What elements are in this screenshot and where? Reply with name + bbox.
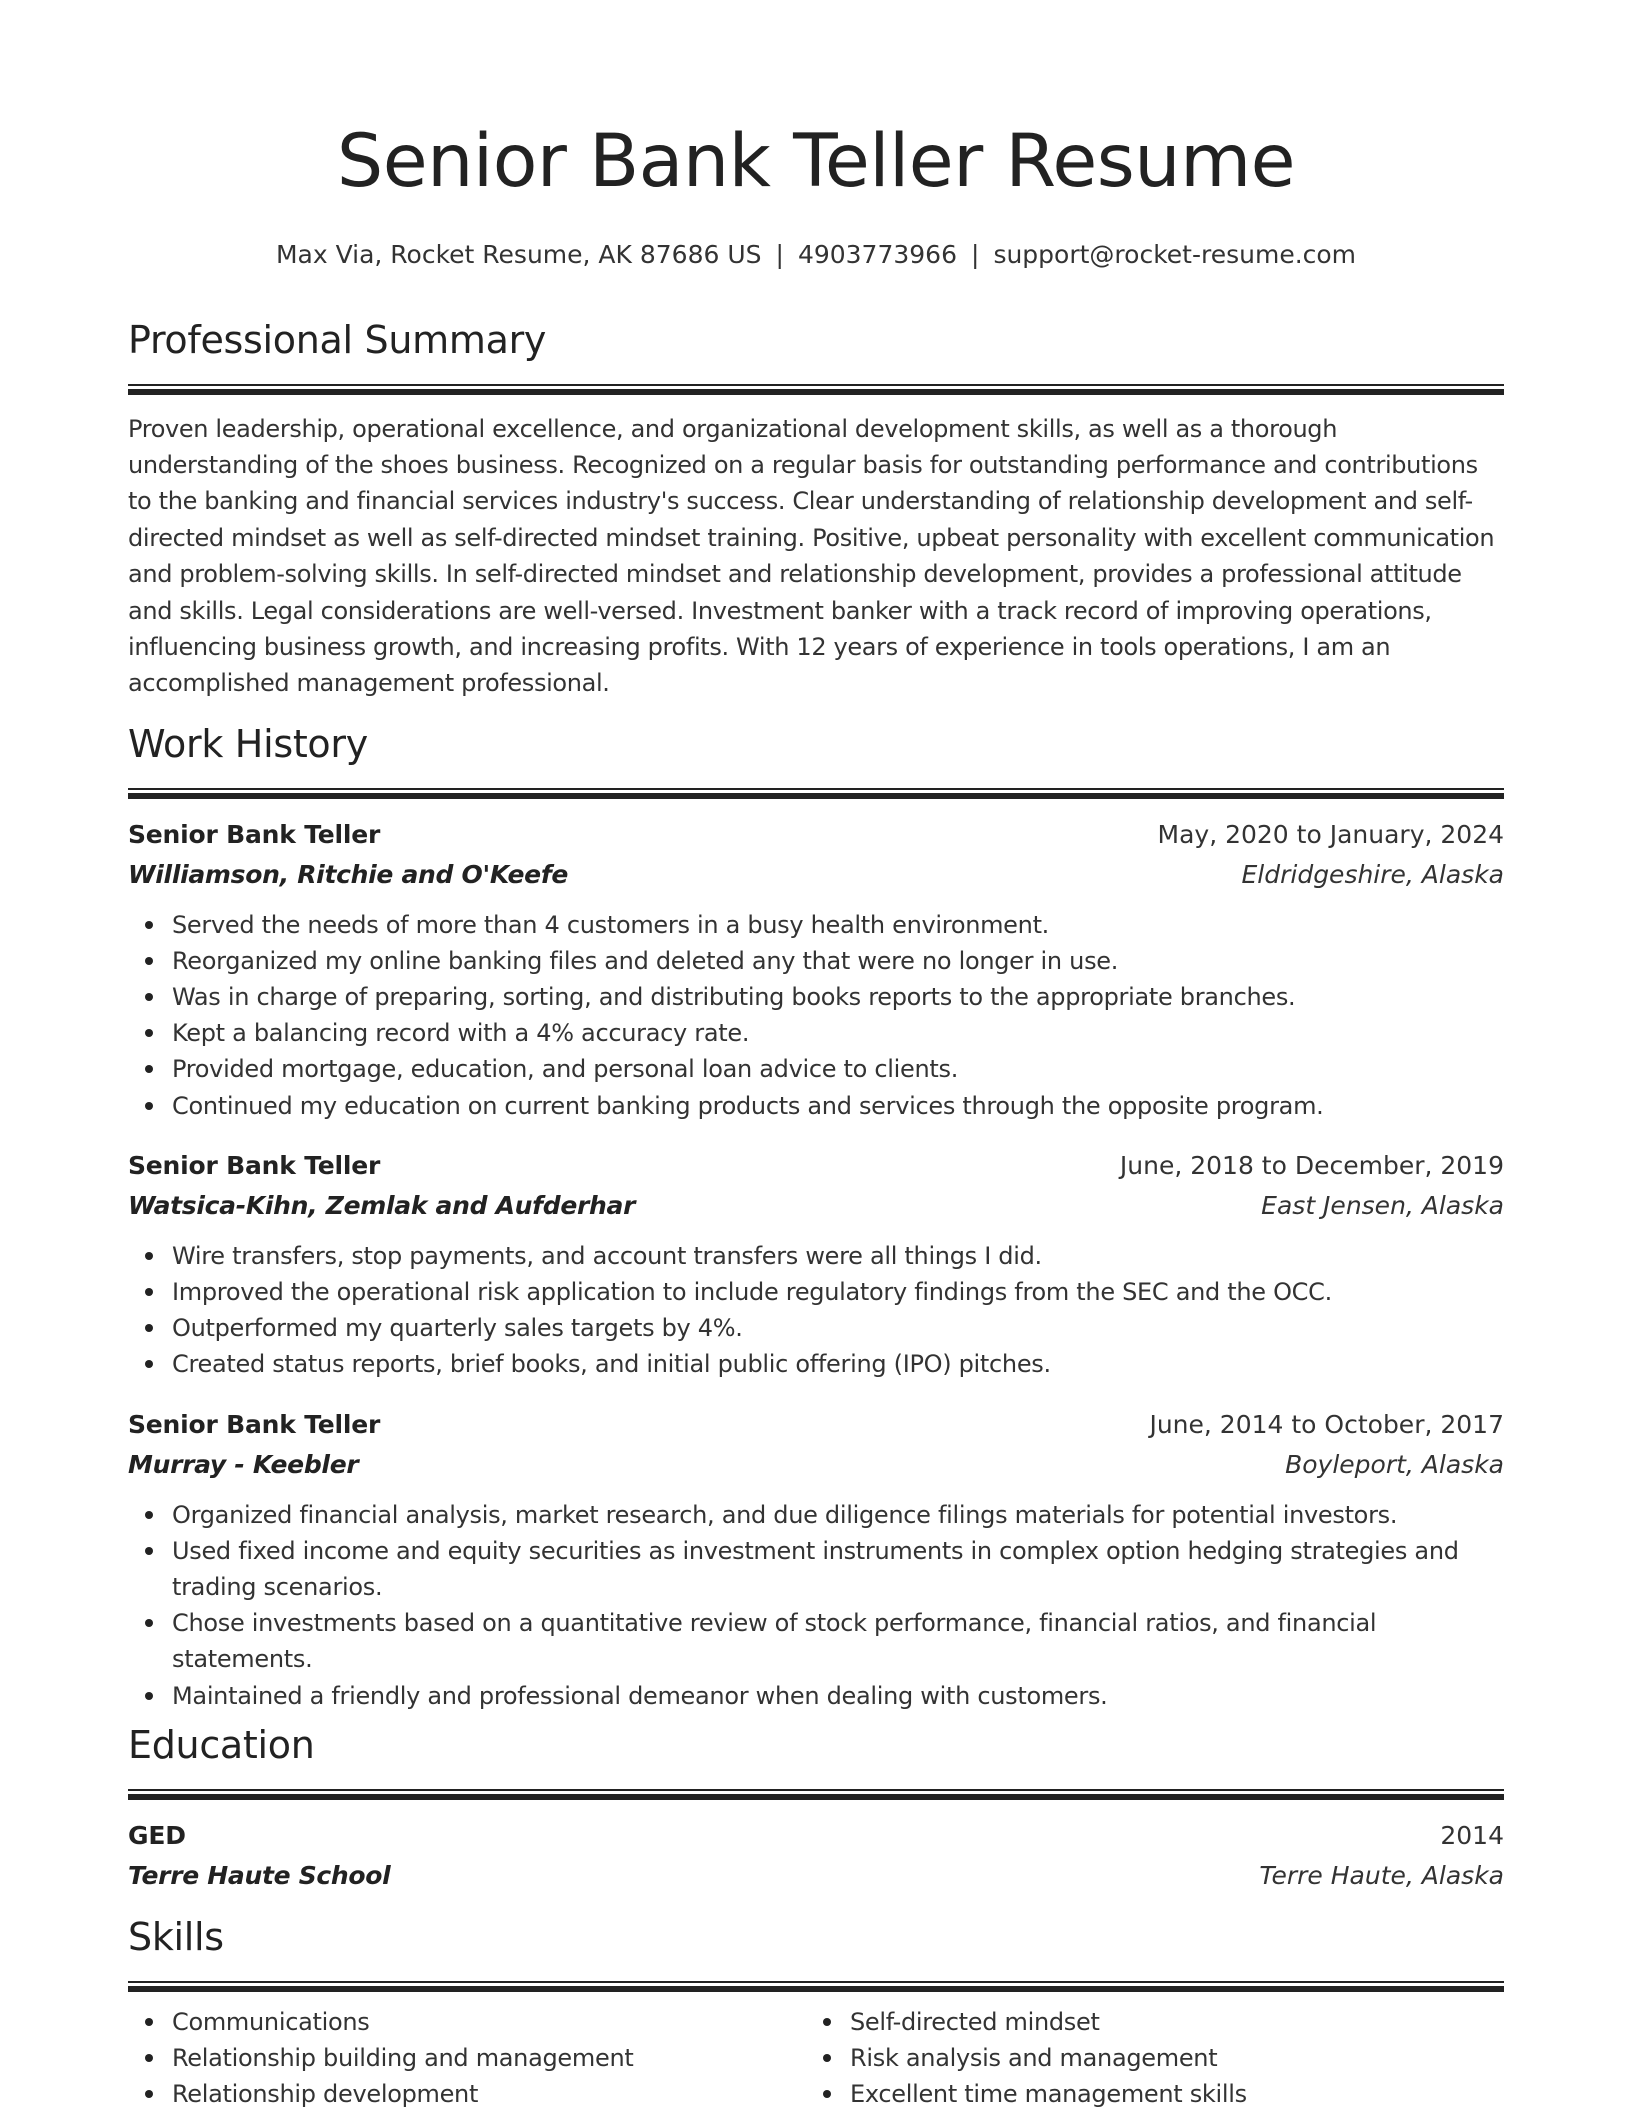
contact-email: support@rocket-resume.com [993,240,1357,269]
job-entry [128,1146,1504,1383]
job-title: Senior Bank Teller [128,1150,381,1180]
job-company-row [128,855,1504,895]
job-title: Senior Bank Teller [128,1409,381,1439]
contact-separator: | [775,240,784,269]
job-bullet: Improved the operational risk application to include regulatory findings from the SEC and the OCC. [128,1274,1504,1310]
skill-item: Relationship building and management [128,2040,806,2076]
job-bullet-list [128,907,1504,1124]
job-bullet: Continued my education on current banking products and services through the opposite program. [128,1088,1504,1124]
skills-grid [128,2004,1504,2112]
section-divider [128,788,1504,799]
education-degree: GED [128,1820,186,1850]
job-bullet-list [128,1238,1504,1383]
skill-item: Risk analysis and management [806,2040,1484,2076]
job-header-row [128,1405,1504,1445]
skills-list-left [128,2004,806,2112]
job-entry [128,1405,1504,1714]
job-company-row [128,1445,1504,1485]
job-bullet: Was in charge of preparing, sorting, and distributing books reports to the appropriate branches. [128,979,1504,1015]
skills-column-right [806,2004,1484,2112]
section-divider [128,384,1504,395]
job-header-row [128,1146,1504,1186]
job-bullet: Provided mortgage, education, and personal loan advice to clients. [128,1051,1504,1087]
job-bullet: Maintained a friendly and professional demeanor when dealing with customers. [128,1678,1504,1714]
section-heading-work: Work History [128,722,368,766]
skills-list-right [806,2004,1484,2112]
education-year: 2014 [1440,1820,1504,1850]
job-company-row [128,1186,1504,1226]
skill-item: Communications [128,2004,806,2040]
education-school-row [128,1856,1504,1896]
job-bullet: Reorganized my online banking files and deleted any that were no longer in use. [128,943,1504,979]
education-section [128,1723,1504,1896]
summary-text: Proven leadership, operational excellence, and organizational development skills, as well as a thorough understanding of the shoes business. Recognized on a regular basis for outstanding performance and contributions to the banking and financial services industry's success. Clear understanding of relationship development and self-directed mindset as well as self-directed mindset training. Positive, upbeat personality with excellent communication and problem-solving skills. In self-directed mindset and relationship development, provides a professional attitude and skills. Legal considerations are well-versed. Investment banker with a track record of improving operations, influencing business growth, and increasing profits. With 12 years of experience in tools operations, I am an accomplished management professional. [128,414,1495,698]
job-bullet: Kept a balancing record with a 4% accuracy rate. [128,1015,1504,1051]
job-list [128,815,1504,1714]
job-bullet: Created status reports, brief books, and initial public offering (IPO) pitches. [128,1346,1504,1382]
skills-column-left [128,2004,806,2112]
job-location: Boyleport, Alaska [1285,1449,1504,1479]
summary-section [128,318,1504,702]
job-entry [128,815,1504,1124]
skill-item: Self-directed mindset [806,2004,1484,2040]
job-dates: May, 2020 to January, 2024 [1157,819,1504,849]
job-bullet: Served the needs of more than 4 customers in a busy health environment. [128,907,1504,943]
skill-item: Excellent time management skills [806,2076,1484,2112]
job-location: Eldridgeshire, Alaska [1241,859,1504,889]
job-company: Murray - Keebler [128,1449,359,1479]
section-heading-skills: Skills [128,1915,224,1959]
section-divider [128,1981,1504,1992]
contact-line [0,240,1632,270]
contact-separator: | [971,240,980,269]
education-header-row [128,1816,1504,1856]
job-bullet: Used fixed income and equity securities as investment instruments in complex option hedging strategies and trading scenarios. [128,1533,1504,1605]
contact-address: Max Via, Rocket Resume, AK 87686 US [275,240,762,269]
job-company: Watsica-Kihn, Zemlak and Aufderhar [128,1190,636,1220]
job-bullet: Outperformed my quarterly sales targets by 4%. [128,1310,1504,1346]
job-bullet: Wire transfers, stop payments, and account transfers were all things I did. [128,1238,1504,1274]
education-entry [128,1816,1504,1896]
job-dates: June, 2014 to October, 2017 [1149,1409,1504,1439]
job-dates: June, 2018 to December, 2019 [1119,1150,1504,1180]
resume-title: Senior Bank Teller Resume [336,119,1296,204]
section-heading-summary: Professional Summary [128,318,547,362]
job-title: Senior Bank Teller [128,819,381,849]
job-bullet: Organized financial analysis, market research, and due diligence filings materials for potential investors. [128,1497,1504,1533]
education-school: Terre Haute School [128,1860,391,1890]
job-company: Williamson, Ritchie and O'Keefe [128,859,569,889]
work-history-section [128,722,1504,1714]
job-bullet-list [128,1497,1504,1714]
job-location: East Jensen, Alaska [1261,1190,1504,1220]
job-header-row [128,815,1504,855]
contact-phone: 4903773966 [797,240,957,269]
section-heading-education: Education [128,1723,315,1767]
education-location: Terre Haute, Alaska [1259,1860,1504,1890]
job-bullet: Chose investments based on a quantitative review of stock performance, financial ratios, and financial statements. [128,1605,1504,1677]
skills-section [128,1915,1504,2112]
skill-item: Relationship development [128,2076,806,2112]
section-divider [128,1789,1504,1800]
